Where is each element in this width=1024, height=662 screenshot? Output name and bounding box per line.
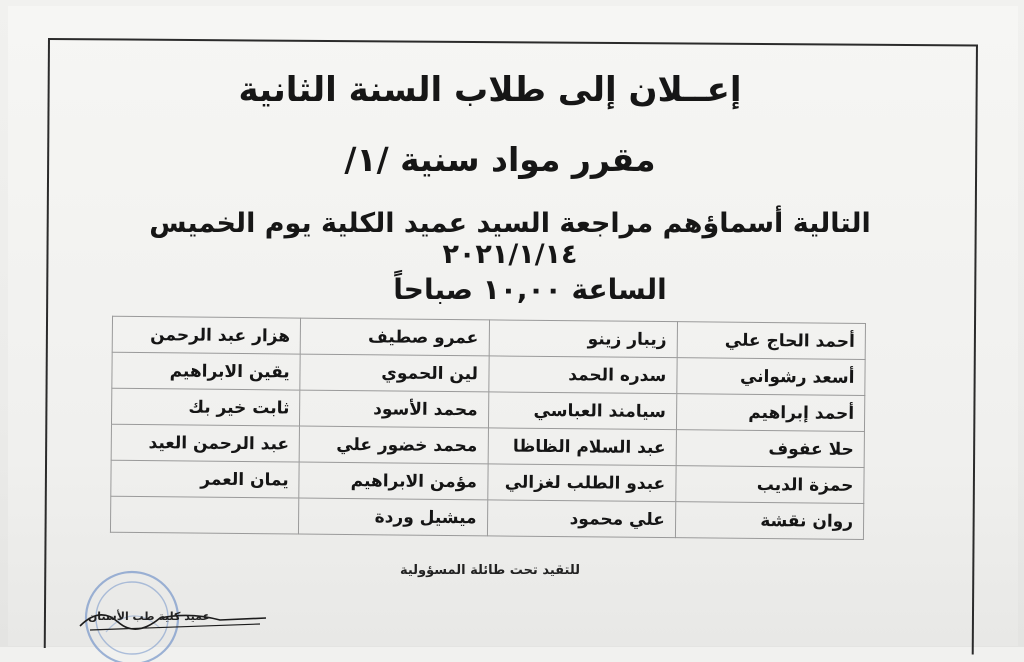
signature-label: عميد كلية طب الأسنان <box>87 610 210 623</box>
table-row <box>110 496 863 539</box>
announcement-title: إعــلان إلى طلاب السنة الثانية <box>238 70 742 110</box>
meeting-time: الساعة ١٠,٠٠ صباحاً <box>393 273 667 306</box>
student-name-cell: حمزة الديب <box>676 466 865 504</box>
student-name-cell: أسعد رشواني <box>677 358 866 396</box>
student-name-cell: عبد الرحمن العيد <box>111 424 300 462</box>
student-name-cell: هزار عبد الرحمن <box>112 316 301 354</box>
student-name-cell: مؤمن الابراهيم <box>299 462 488 500</box>
review-notice: التالية أسماؤهم مراجعة السيد عميد الكلية يوم الخميس ٢٠٢١/١/١٤ <box>149 208 871 270</box>
student-name-cell: أحمد إبراهيم <box>676 394 865 432</box>
student-name-cell: يمان العمر <box>111 460 300 498</box>
student-name-cell: سدره الحمد <box>488 356 677 394</box>
student-name-cell: علي محمود <box>487 500 676 538</box>
student-name-cell: عبد السلام الظاظا <box>488 428 677 466</box>
liability-note: للتقيد تحت طائلة المسؤولية <box>399 563 581 578</box>
student-name-cell: عبدو الطلب لغزالي <box>487 464 676 502</box>
student-name-cell: لين الحموي <box>300 354 489 392</box>
student-name-cell: سيامند العباسي <box>488 392 677 430</box>
student-name-cell: روان نقشة <box>675 502 864 540</box>
student-name-cell: يقين الابراهيم <box>112 352 301 390</box>
student-name-cell: ميشيل وردة <box>299 498 488 536</box>
student-name-cell: عمرو صطيف <box>300 318 489 356</box>
student-name-cell: زيبار زينو <box>489 320 678 358</box>
student-name-cell: محمد الأسود <box>300 390 489 428</box>
student-name-cell: حلا عفوف <box>676 430 865 468</box>
student-name-cell <box>110 496 299 534</box>
student-name-cell: أحمد الحاج علي <box>677 322 866 360</box>
student-name-cell: محمد خضور علي <box>299 426 488 464</box>
student-names-table <box>110 316 866 540</box>
course-subtitle: مقرر مواد سنية /١/ <box>344 140 656 179</box>
student-name-cell: ثابت خير بك <box>111 388 300 426</box>
